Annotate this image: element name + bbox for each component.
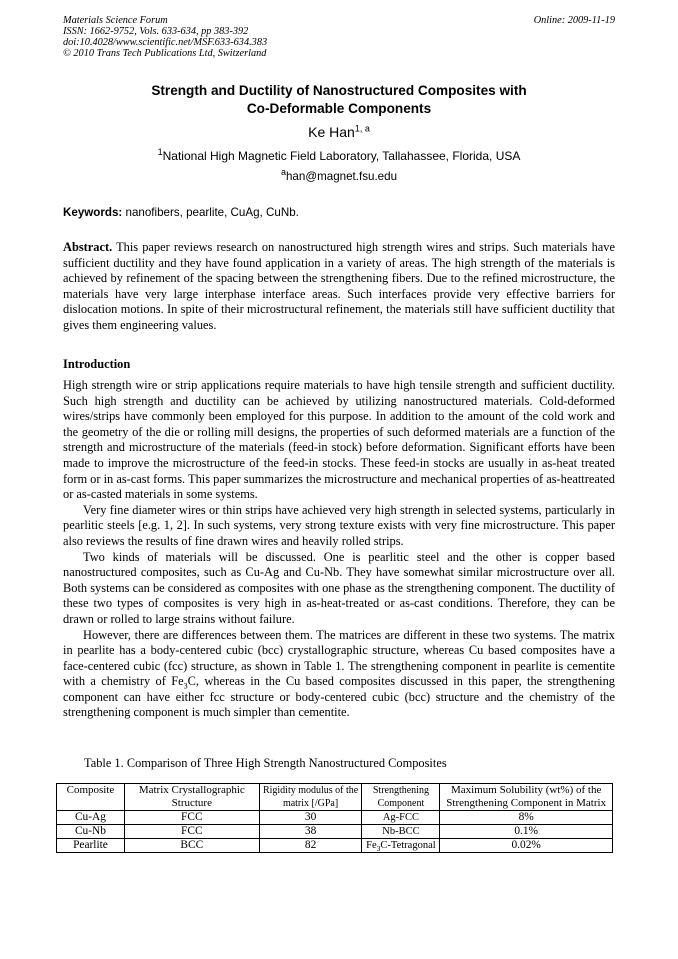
author	[63, 123, 615, 141]
cell-component	[362, 839, 440, 853]
table-row	[57, 811, 613, 825]
online-date: Online: 2009-11-19	[533, 15, 615, 26]
table-row	[57, 839, 613, 853]
table-caption: Table 1. Comparison of Three High Strength Nanostructured Composites	[84, 756, 447, 770]
comparison-table	[56, 783, 613, 853]
issn-line: ISSN: 1662-9752, Vols. 633-634, pp 383-392	[63, 26, 249, 37]
component-rest: C-Tetragonal	[380, 840, 436, 851]
copyright-line: © 2010 Trans Tech Publications Ltd, Switzerland	[63, 48, 267, 59]
cell-modulus: 82	[259, 839, 362, 853]
intro-paragraph-3: Two kinds of materials will be discussed. One is pearlitic steel and the other is copper based nanostructured composites, such as Cu-Ag and Cu-Nb. They have somewhat similar microstructure over all. Both systems can be considered as composites with one phase as the strengthening component. The ductility of these two types of composites is very high in as-heat-treated or as-cast conditions. Therefore, they can be drawn or rolled to large strains without failure.	[63, 549, 615, 626]
affiliation-text: National High Magnetic Field Laboratory, Tallahassee, Florida, USA	[162, 149, 521, 163]
doi-line: doi:10.4028/www.scientific.net/MSF.633-634.383	[63, 37, 268, 48]
cell-solubility: 0.1%	[440, 825, 613, 839]
keywords-text: nanofibers, pearlite, CuAg, CuNb.	[122, 206, 299, 219]
cell-modulus: 30	[259, 811, 362, 825]
introduction-heading: Introduction	[63, 357, 131, 371]
intro-paragraph-2: Very fine diameter wires or thin strips have achieved very high strength in selected systems, particularly in pearlitic steels [e.g. 1, 2]. In such systems, very strong texture exists with very fine microstructure. This paper also reviews the results of fine drawn wires and heavily rolled strips.	[63, 502, 615, 548]
cell-component: Nb-BCC	[362, 825, 440, 839]
title-line-1: Strength and Ductility of Nanostructured Composites with	[151, 83, 527, 98]
abstract	[63, 240, 615, 334]
header-strengthening-component: Strengthening Component	[362, 784, 440, 811]
author-superscript: 1, a	[354, 123, 370, 134]
email-text: han@magnet.fsu.edu	[285, 170, 398, 183]
author-name: Ke Han	[308, 124, 355, 140]
paper-title	[63, 82, 615, 118]
cell-composite: Pearlite	[57, 839, 125, 853]
header-matrix-structure: Matrix Crystallographic Structure	[124, 784, 259, 811]
intro-paragraph-4	[63, 628, 615, 722]
affiliation-superscript: 1	[157, 147, 163, 157]
email-superscript: a	[280, 167, 286, 178]
header-composite: Composite	[57, 784, 125, 811]
introduction-body	[63, 378, 615, 721]
keywords-label: Keywords:	[63, 206, 123, 219]
table-header-row	[57, 784, 613, 811]
affiliation	[63, 148, 615, 164]
title-line-2: Co-Deformable Components	[246, 101, 432, 116]
fe3c-subscript: 3	[183, 681, 188, 691]
cell-solubility: 0.02%	[440, 839, 613, 853]
cell-modulus: 38	[259, 825, 362, 839]
abstract-text: This paper reviews research on nanostructured high strength wires and strips. Such materials have sufficient ductility and they have found application in a variety of areas. The high strength of the materials is achieved by refinement of the spacing between the strengthening fibers. Due to the refined microstructure, the materials have very large interphase interface areas. Such interfaces provide very effective barriers for dislocation motions. In spite of their microstructural refinement, the materials still have sufficient ductility that gives them engineering values.	[63, 240, 615, 332]
cell-solubility: 8%	[440, 811, 613, 825]
cell-composite: Cu-Nb	[57, 825, 125, 839]
author-email	[63, 169, 615, 185]
cell-component: Ag-FCC	[362, 811, 440, 825]
intro-paragraph-1: High strength wire or strip applications require materials to have high tensile strength and sufficient ductility. Such high strength and ductility can be achieved by utilizing nanostructured materials. Cold-deformed wires/strips have commonly been employed for this purpose. In addition to the amount of the cold work and the geometry of the die or rolling mill designs, the properties of such deformed materials are a function of the strength and microstructure of the materials (feed-in stock) before deformation. Significant efforts have been made to improve the microstructure of the feed-in stocks. These feed-in stocks are usually in as-heat treated form or in as-cast forms. This paper summarizes the microstructure and mechanical properties of as-heattreated or as-casted materials in some systems.	[63, 378, 615, 502]
component-subscript: 3	[376, 844, 381, 854]
component-fe: Fe	[366, 840, 377, 851]
intro-paragraph-4-part-a: However, there are differences between them. The matrices are different in these two systems. The matrix in pearlite has a body-centered cubic (bcc) crystallographic structure, whereas Cu based composites have a face-centered cubic (fcc) structure, as shown in Table 1. The strengthening component in pearlite is cementite with a chemistry of Fe	[63, 627, 615, 689]
intro-paragraph-4-part-b: C, whereas in the Cu based composites discussed in this paper, the strengthening component can have either fcc structure or body-centered cubic (bcc) structure and the chemistry of the strengthening component is much simpler than cementite.	[63, 674, 615, 720]
cell-matrix: FCC	[124, 811, 259, 825]
header-max-solubility: Maximum Solubility (wt%) of the Strengthening Component in Matrix	[440, 784, 613, 811]
cell-matrix: FCC	[124, 825, 259, 839]
journal-name: Materials Science Forum	[63, 15, 168, 26]
table-row	[57, 825, 613, 839]
journal-metadata	[63, 15, 615, 59]
cell-matrix: BCC	[124, 839, 259, 853]
abstract-label: Abstract.	[63, 240, 113, 254]
keywords	[63, 205, 615, 221]
cell-composite: Cu-Ag	[57, 811, 125, 825]
header-rigidity-modulus: Rigidity modulus of the matrix [/GPa]	[259, 784, 362, 811]
